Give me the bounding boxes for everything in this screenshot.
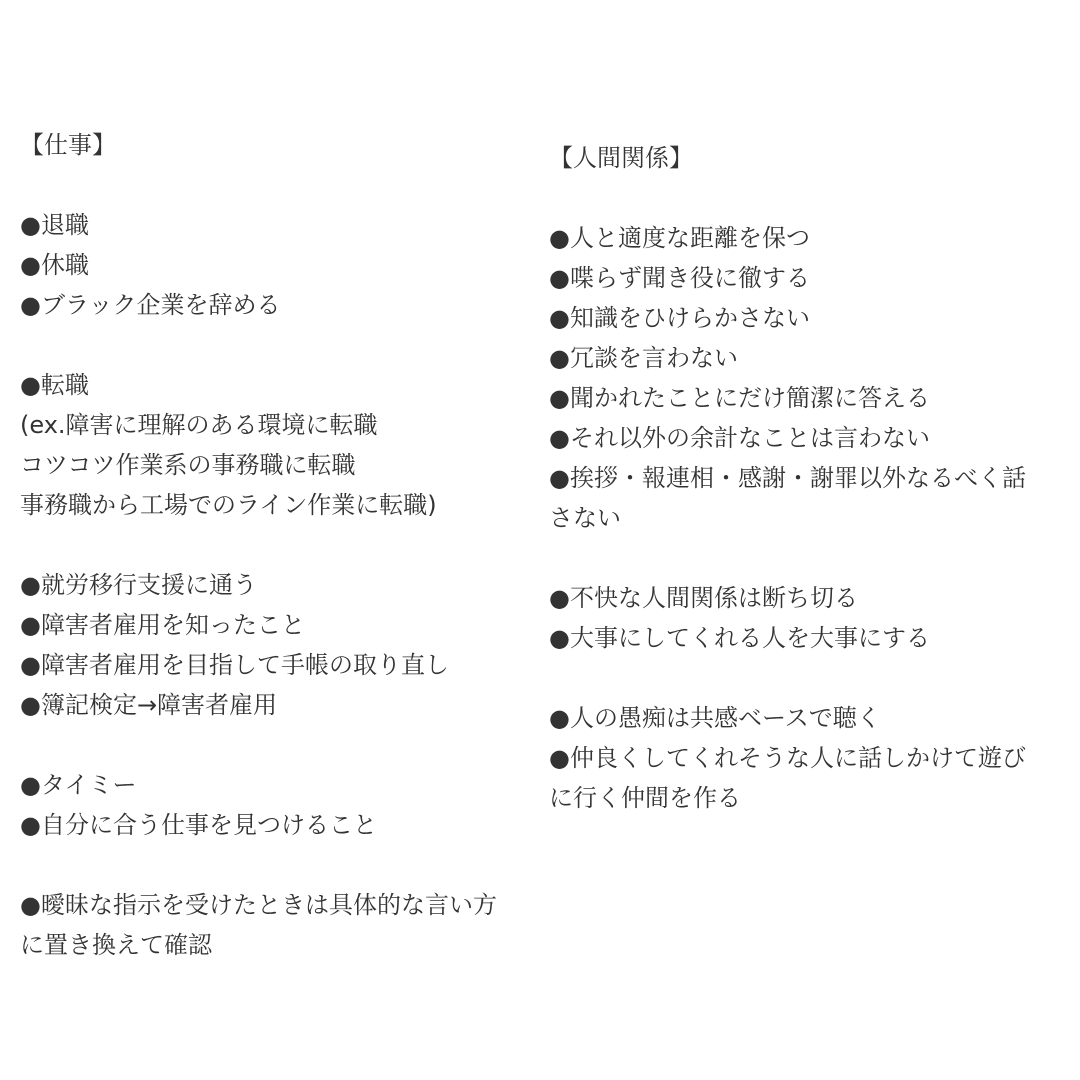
work-group-timee (20, 765, 540, 845)
relationships-item: ●それ以外の余計なことは言わない (549, 424, 930, 452)
work-item: ●障害者雇用を目指して手帳の取り直し (20, 651, 449, 679)
work-item: に置き換えて確認 (20, 931, 212, 959)
relationships-group-friends (549, 698, 1074, 818)
relationships-item: ●知識をひけらかさない (549, 304, 810, 332)
work-group-disability-employment (20, 565, 540, 725)
work-item: 事務職から工場でのライン作業に転職) (20, 491, 437, 519)
relationships-item: さない (549, 504, 621, 532)
work-item: ●障害者雇用を知ったこと (20, 611, 305, 639)
work-item: ●簿記検定→障害者雇用 (20, 691, 278, 719)
work-group-job-change (20, 365, 540, 525)
relationships-item: ●人と適度な距離を保つ (549, 224, 810, 252)
work-item: ●就労移行支援に通う (20, 571, 257, 599)
relationships-item: ●人の愚痴は共感ベースで聴く (549, 704, 881, 732)
relationships-item: に行く仲間を作る (549, 784, 741, 812)
relationships-item: ●聞かれたことにだけ簡潔に答える (549, 384, 930, 412)
work-item: (ex.障害に理解のある環境に転職 (20, 411, 378, 439)
relationships-item: ●喋らず聞き役に徹する (549, 264, 810, 292)
work-group-leave (20, 205, 540, 325)
work-item: ●自分に合う仕事を見つけること (20, 811, 377, 839)
work-item: ●曖昧な指示を受けたときは具体的な言い方 (20, 891, 497, 919)
work-heading: 【仕事】 (20, 131, 116, 159)
work-item: ●タイミー (20, 771, 137, 799)
work-item: コツコツ作業系の事務職に転職 (20, 451, 356, 479)
relationships-item: ●冗談を言わない (549, 344, 738, 372)
work-group-instructions (20, 885, 540, 965)
work-item: ●退職 (20, 211, 89, 239)
relationships-column (549, 138, 1074, 818)
relationships-item: ●仲良くしてくれそうな人に話しかけて遊び (549, 744, 1026, 772)
relationships-heading: 【人間関係】 (549, 144, 693, 172)
work-column (20, 125, 540, 965)
work-item: ●休職 (20, 251, 89, 279)
work-item: ●転職 (20, 371, 89, 399)
relationships-group-boundaries (549, 578, 1074, 658)
relationships-group-distance (549, 218, 1074, 538)
relationships-item: ●不快な人間関係は断ち切る (549, 584, 858, 612)
relationships-item: ●大事にしてくれる人を大事にする (549, 624, 930, 652)
relationships-item: ●挨拶・報連相・感謝・謝罪以外なるべく話 (549, 464, 1026, 492)
work-item: ●ブラック企業を辞める (20, 291, 281, 319)
